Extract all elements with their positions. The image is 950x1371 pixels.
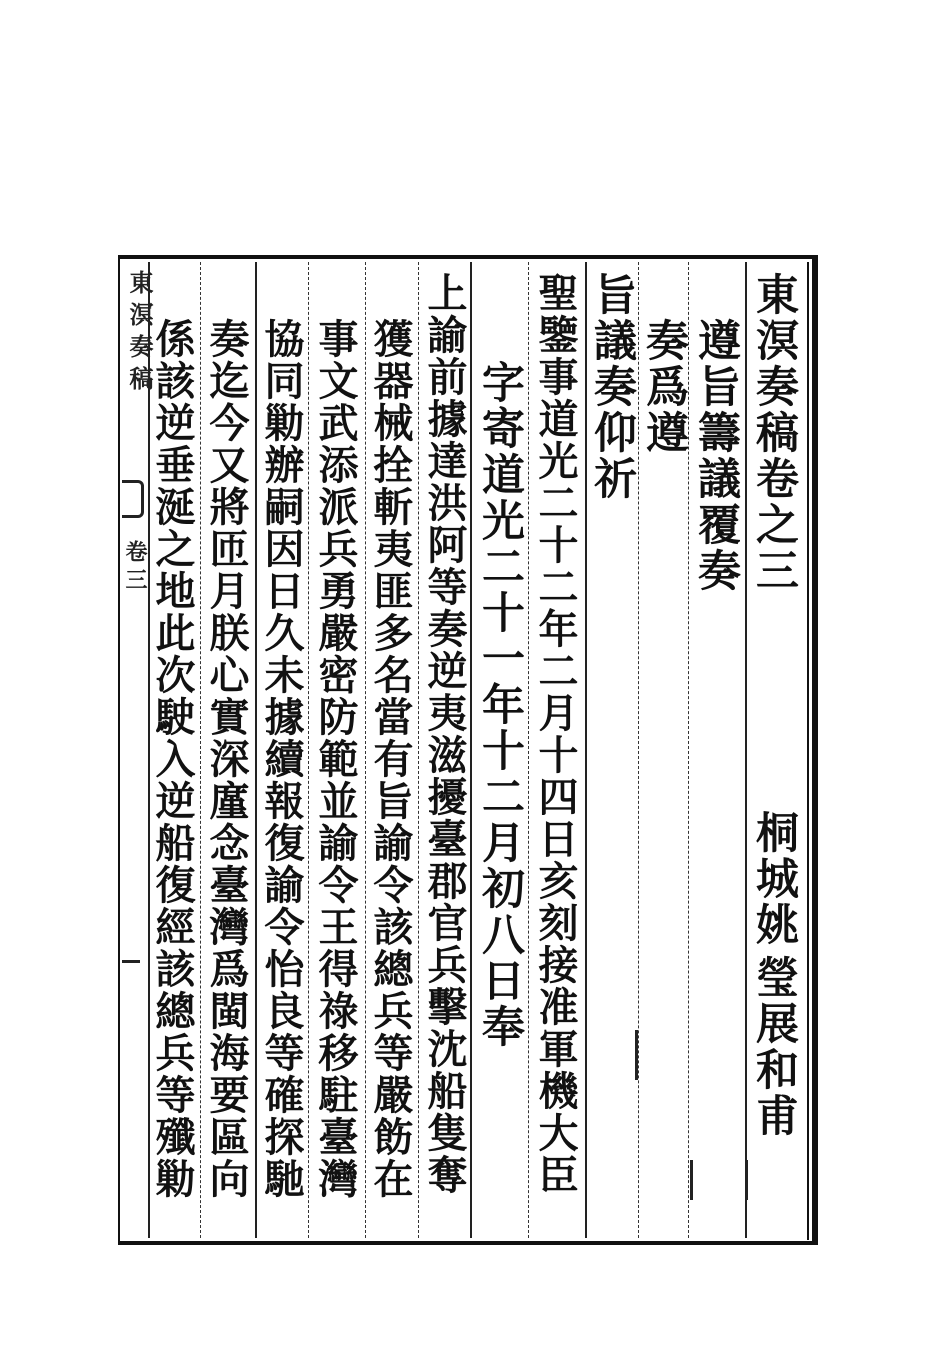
- column-rule: [745, 262, 747, 1238]
- text-column: 奏爲遵: [639, 318, 689, 456]
- text-column: 獲器械拴斬夷匪多名當有旨諭令該總兵等嚴飭在: [367, 318, 414, 1200]
- margin-volume: 卷三: [122, 540, 148, 596]
- text-column: 聖鑒事道光二十二年二月十四日亥刻接准軍機大臣: [532, 272, 579, 1196]
- fishtail-mark-lower: [122, 960, 140, 977]
- column-rule: [255, 262, 257, 1238]
- column-rule: [528, 262, 529, 1238]
- margin-title: 東溟奏稿: [125, 270, 154, 398]
- column-rule: [200, 262, 201, 1238]
- text-column: 奏迄今又將匝月朕心實深廑念臺灣爲閩海要區向: [203, 318, 250, 1200]
- author-place: 桐城姚: [749, 810, 799, 948]
- volume-title: 東溟奏稿卷之三: [749, 272, 799, 594]
- memorial-title: 遵旨籌議覆奏: [691, 318, 741, 594]
- fishtail-mark: [122, 480, 144, 518]
- ink-stub: [635, 1030, 638, 1080]
- text-column: 協同勦辦嗣因日久未據續報復諭令怡良等確探馳: [258, 318, 305, 1200]
- ink-stub: [690, 1160, 693, 1200]
- column-rule: [365, 262, 366, 1238]
- column-rule: [308, 262, 309, 1238]
- text-column: 係該逆垂涎之地此次駛入逆船復經該總兵等殲勦: [149, 318, 196, 1200]
- text-column: 旨議奏仰祈: [587, 272, 637, 502]
- author-name: 瑩展和甫: [749, 955, 799, 1139]
- frame-inner-rule: [807, 262, 809, 1240]
- text-column: 上諭前據達洪阿等奏逆夷滋擾臺郡官兵擊沈船隻奪: [421, 272, 468, 1196]
- text-column: 事文武添派兵勇嚴密防範並諭令王得祿移駐臺灣: [312, 318, 359, 1200]
- column-rule: [470, 262, 472, 1238]
- text-column: 字寄道光二十一年十二月初八日奉: [475, 360, 525, 1050]
- column-rule: [418, 262, 419, 1238]
- ink-stub: [745, 1160, 748, 1200]
